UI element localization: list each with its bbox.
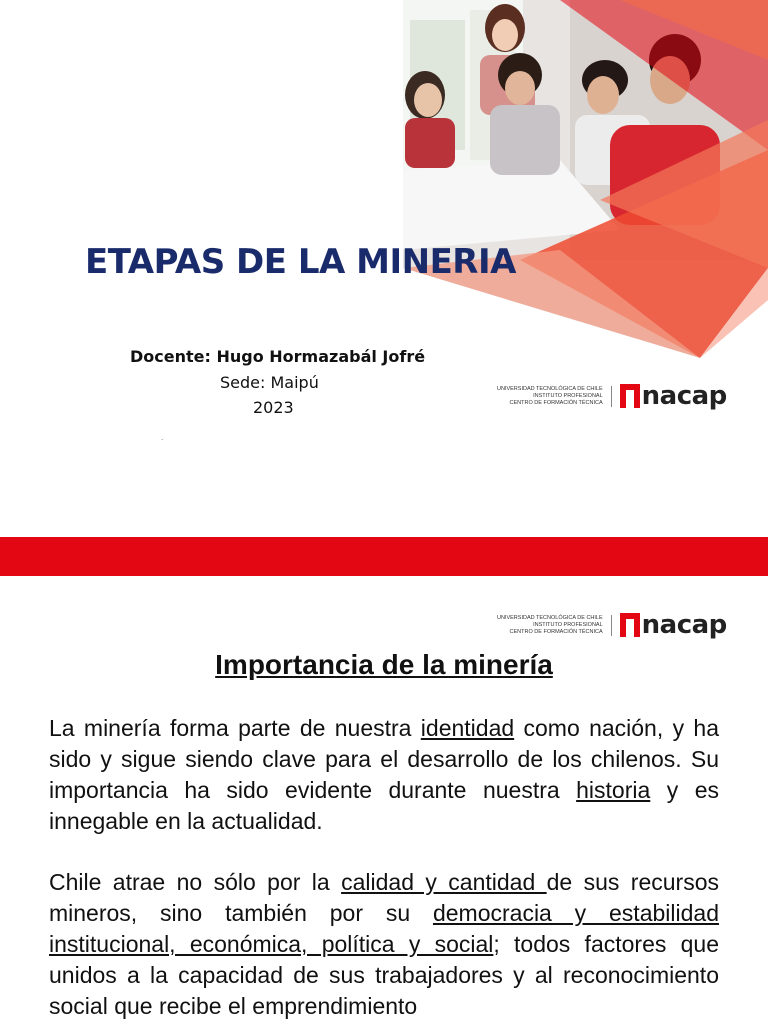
underlined-term: democracia y estabilidad institucional, económica, política y social bbox=[49, 900, 719, 957]
red-divider-band bbox=[0, 537, 768, 576]
logo-subtitle bbox=[497, 615, 612, 636]
inacap-logo-icon bbox=[497, 612, 727, 638]
section-heading bbox=[0, 649, 768, 681]
logo-line-1: UNIVERSIDAD TECNOLÓGICA DE CHILE bbox=[497, 385, 603, 392]
text-run: y es innegable en la actualidad. bbox=[49, 777, 719, 834]
logo-square-icon bbox=[620, 613, 640, 637]
logo-square-icon bbox=[620, 384, 640, 408]
underlined-term: identidad bbox=[420, 715, 515, 741]
campus-label: Sede: Maipú bbox=[220, 373, 319, 392]
text-run: como nación, y ha sido y sigue siendo clave para el desarrollo de los chilenos. Su importancia ha sido evidente durante nuestra bbox=[49, 715, 719, 803]
logo-mark bbox=[620, 383, 727, 409]
logo-wordmark: nacap bbox=[641, 610, 727, 640]
logo-line-3: CENTRO DE FORMACIÓN TÉCNICA bbox=[509, 399, 603, 406]
underlined-term: calidad y cantidad bbox=[341, 869, 547, 895]
paragraph-1 bbox=[49, 713, 719, 837]
presentation-title: ETAPAS DE LA MINERIA bbox=[85, 242, 516, 282]
logo-line-2: INSTITUTO PROFESIONAL bbox=[533, 621, 603, 628]
logo-line-3: CENTRO DE FORMACIÓN TÉCNICA bbox=[509, 628, 603, 635]
section-heading-text: Importancia de la minería bbox=[215, 649, 553, 680]
underlined-term: historia bbox=[576, 777, 651, 803]
logo-mark bbox=[620, 612, 727, 638]
content-slide bbox=[0, 576, 768, 1024]
text-run: ; todos factores que unidos a la capacidad de sus trabajadores y al reconocimiento social que recibe el emprendimiento bbox=[49, 931, 720, 1019]
stray-dot: . bbox=[161, 433, 164, 442]
text-run: Chile atrae no sólo por la bbox=[49, 869, 342, 895]
text-run: de sus recursos mineros, sino también por su bbox=[49, 869, 719, 926]
logo-line-2: INSTITUTO PROFESIONAL bbox=[533, 392, 603, 399]
logo-line-1: UNIVERSIDAD TECNOLÓGICA DE CHILE bbox=[497, 614, 603, 621]
year-label: 2023 bbox=[253, 398, 294, 417]
logo-subtitle bbox=[497, 386, 612, 407]
teacher-name: Docente: Hugo Hormazabál Jofré bbox=[130, 347, 426, 366]
inacap-logo-icon bbox=[497, 383, 727, 409]
text-run: La minería forma parte de nuestra bbox=[49, 715, 421, 741]
paragraph-2 bbox=[49, 867, 719, 1022]
logo-wordmark: nacap bbox=[641, 381, 727, 411]
